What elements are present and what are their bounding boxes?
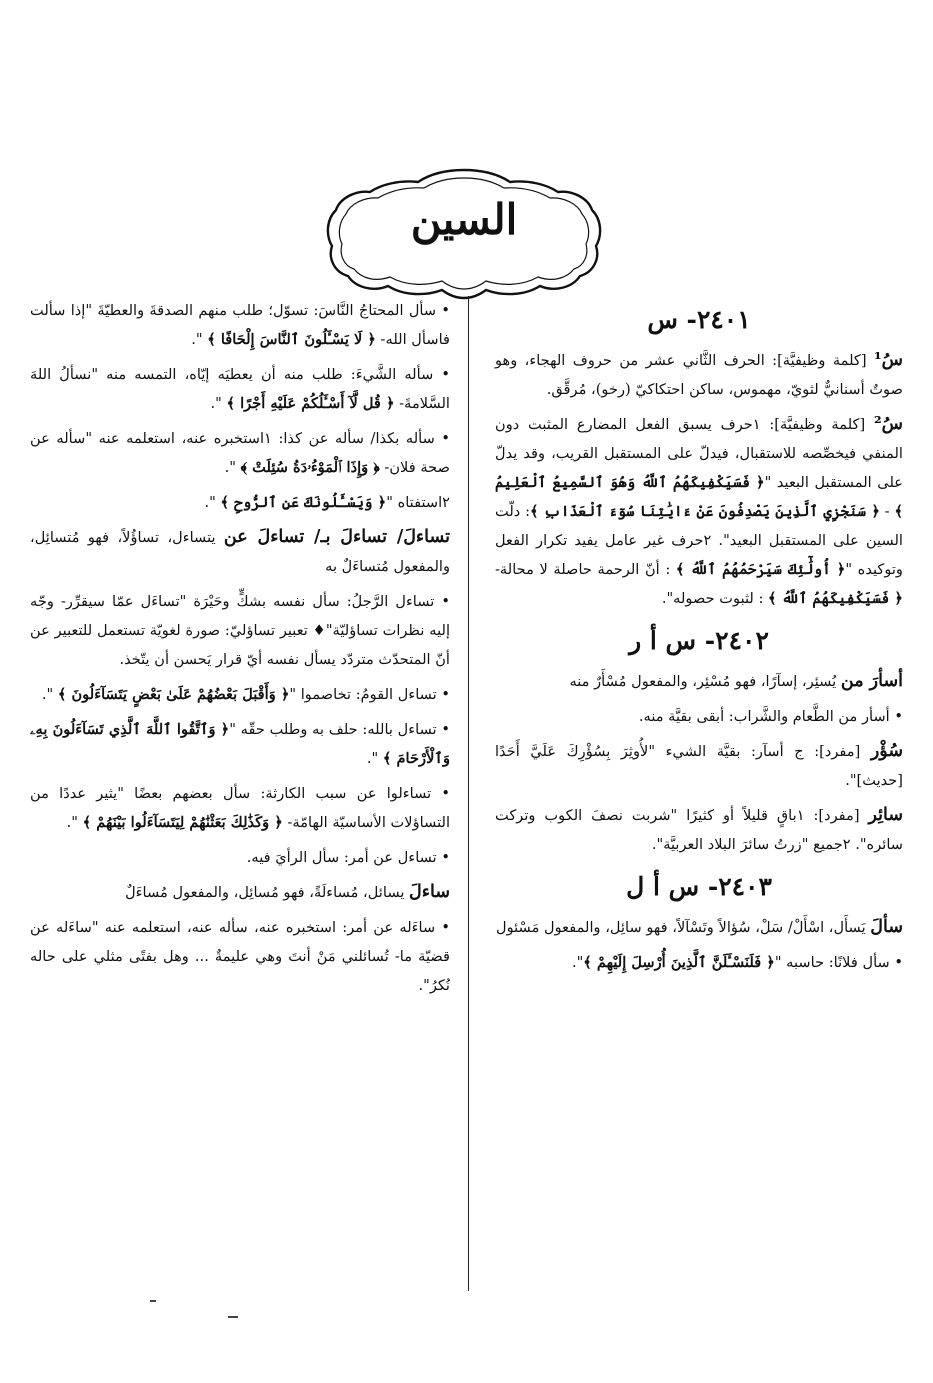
quran-quote: ﴿ وَإِذَا ٱلْمَوْءُۥدَةُ سُئِلَتْ ﴾: [240, 459, 380, 476]
definition-text: ".: [210, 395, 227, 412]
right-column: [495, 296, 903, 983]
quran-quote: ﴿ لَا يَسْـَٔلُونَ ٱلنَّاسَ إِلْحَافًا ﴾: [207, 331, 376, 348]
definition-text: ".: [571, 954, 584, 971]
quran-quote: ﴿ سَنَجْزِي ٱلَّذِينَ يَصْدِفُونَ عَنْ ءَايَٰتِنَا سُوٓءَ ٱلْعَذَابِ ﴾: [530, 503, 880, 520]
definition-paragraph: [30, 779, 450, 837]
quran-quote: ﴿ أُولَٰٓئِكَ سَيَرْحَمُهُمُ ٱللَّهُ ﴾: [675, 561, 846, 578]
definition-text: ".: [224, 459, 241, 476]
definition-text: • تساءل القومُ: تخاصموا ": [289, 686, 450, 703]
headword: سألَ: [870, 917, 903, 937]
column-divider: [468, 296, 469, 1291]
quran-quote: ﴿ وَأَقْبَلَ بَعْضُهُمْ عَلَىٰ بَعْضٍ يَتَسَآءَلُونَ ﴾: [57, 686, 290, 703]
definition-paragraph: [30, 523, 450, 581]
definition-paragraph: • ساءَله عن أمر: استخبره عنه، سأله عنه، استعلمه عنه "ساءَله عن قضيّة ما- تُسائلني مَنْ أنتَ وهي عليمةٌ ... وهل بفتًى مثلي على حاله نُكرُ".: [30, 919, 450, 994]
quran-quote: ﴿ وَيَسْـَٔلُونَكَ عَنِ ٱلرُّوحِ ﴾: [220, 494, 387, 511]
scan-speck: [150, 1300, 156, 1302]
definition-text: [كلمة وظيفيَّة]: الحرف الثَّاني عشر من حروف الهجاء، وهو صوتٌ أسنانيٌّ لثويّ، مهموس، ساكن احتكاكيّ (رخو)، مُرقَّق.: [495, 352, 903, 398]
quran-quote: ﴿ فَسَيَكْفِيكَهُمُ ٱللَّهُ وَهُوَ ٱلسَّمِيعُ ٱلْعَلِيمُ ﴾: [495, 474, 903, 520]
definition-text: • سأل المحتاجُ النَّاسَ: تسوّل؛ طلب منهم الصدقةَ والعطيّةَ "إذا سألت فاسأل الله-: [30, 302, 450, 348]
definition-text: يتساءل، تساؤُلاً، فهو مُتسائِل، والمفعول مُتساءَلٌ به: [30, 529, 450, 575]
definition-paragraph: [495, 948, 903, 977]
definition-paragraph: • أسأر من الطَّعام والشَّراب: أبقى بقيَّة منه.: [638, 708, 903, 725]
definition-paragraph: [495, 410, 903, 613]
definition-paragraph: • تساءل الرَّجلُ: سأل نفسه بشكٍّ وحَيْرَة "تساءَل عمّا سيقرِّر- وجّه إليه نظرات تساؤليّة"♦ تعبير تساؤليّ: صورة لغويّة تستعمل للتعبير عن أنّ المتحدّث متردّد يسأل نفسه أيّ قرار يَحسن أن يتّخذ.: [30, 593, 450, 668]
definition-paragraph: [30, 296, 450, 354]
quran-quote: ﴿ فَلَنَسْـَٔلَنَّ ٱلَّذِينَ أُرْسِلَ إِلَيْهِمْ ﴾: [583, 954, 775, 971]
definition-text: ".: [41, 686, 58, 703]
headword: تساءلَ/ تساءلَ بـ/ تساءلَ عن: [223, 527, 450, 547]
entry-heading-2402: ٢٤٠٢- س أ ر: [629, 626, 769, 655]
definition-paragraph: [30, 488, 450, 517]
definition-paragraph: [30, 680, 450, 709]
definition-text: • تساءلوا عن سبب الكارثة: سأل بعضهم بعضًا "يثير عددًا من التساؤلات الأساسيّة الهامّة-: [30, 785, 450, 831]
definition-text: : دلّت السين على المستقبل البعيد". ٢حرف غير عامل يفيد تكرار الفعل وتوكيده ": [495, 503, 903, 578]
definition-text: • سأل فلانًا: حاسبه ": [774, 954, 903, 971]
quran-quote: ﴿ فَسَيَكْفِيكَهُمُ ٱللَّهُ ﴾: [768, 590, 903, 607]
left-column: [30, 296, 450, 1006]
definition-text: [مفرد]: ج أسآر: بقيَّة الشيء "لأُوثِرَ بِسُؤْرِكَ عَلَيَّ أَحَدًا [حديث]".: [495, 743, 903, 789]
definition-text: ٢استفتاه ": [386, 494, 450, 511]
definition-paragraph: [30, 878, 450, 907]
definition-paragraph: [495, 913, 903, 942]
entry-heading-2401: ٢٤٠١- س: [647, 305, 751, 334]
definition-paragraph: [495, 667, 903, 696]
definition-paragraph: [30, 424, 450, 482]
scan-speck: [228, 1316, 238, 1318]
definition-text: ".: [191, 331, 208, 348]
entry-heading-2403: ٢٤٠٣- س أ ل: [626, 872, 772, 901]
headword: سُؤْر: [870, 741, 903, 761]
definition-text: يسائل، مُساءلَةً، فهو مُسائِل، والمفعول مُساءَلٌ: [125, 884, 410, 901]
definition-paragraph: [495, 346, 903, 404]
definition-text: : أنّ الرحمة حاصلة لا محالة-: [495, 561, 676, 578]
header-title: السين: [410, 195, 518, 244]
headword: أسأرَ من: [840, 671, 903, 691]
definition-text: ".: [204, 494, 221, 511]
headword: ساءلَ: [409, 882, 450, 902]
headword: سُ²: [873, 414, 903, 434]
headword: سائِر: [868, 805, 903, 825]
definition-text: ".: [66, 814, 83, 831]
definition-text: يُسئِر، إسآرًا، فهو مُسْئِر، والمفعول مُسْأَرٌ منه: [569, 673, 841, 690]
quran-quote: ﴿ قُل لَّآ أَسْـَٔلُكُمْ عَلَيْهِ أَجْرًا ﴾: [226, 395, 395, 412]
definition-paragraph: [495, 801, 903, 859]
definition-text: : لثبوت حصوله".: [661, 590, 769, 607]
separator-text: -: [879, 503, 895, 520]
definition-paragraph: [30, 715, 450, 773]
definition-text: يَسأَل، اسْأَلْ/ سَلْ، سُؤالاً وتَسْآلاً، فهو سائِل، والمفعول مَسْئول: [496, 919, 871, 936]
definition-text: • سأله بكذا/ سأله عن كذا: ١استخبره عنه، استعلمه عنه "سأله عن صحة فلان-: [30, 430, 451, 476]
definition-text: [كلمة وظيفيَّة]: ١حرف يسبق الفعل المضارع المثبت دون المنفي فيخصِّصه للاستقبال، فيدلّ على المستقبل القريب، وقد يدلّ على المستقبل البعيد ": [495, 416, 903, 491]
definition-paragraph: [495, 737, 903, 795]
headword: سُ¹: [873, 350, 903, 370]
definition-text: ".: [366, 750, 383, 767]
definition-paragraph: • تساءل عن أمر: سأل الرأيَ فيه.: [246, 849, 450, 866]
definition-text: • سأله الشَّيءَ: طلب منه أن يعطيَه إيّاه، التمسه منه "نسألُ اللهَ السَّلامةَ-: [30, 366, 450, 412]
quran-quote: ﴿ وَٱتَّقُوا ٱللَّهَ ٱلَّذِي تَسَآءَلُونَ بِهِۦ وَٱلْأَرْحَامَ ﴾: [30, 721, 450, 767]
quran-quote: ﴿ وَكَذَٰلِكَ بَعَثْنَٰهُمْ لِيَتَسَآءَلُوا بَيْنَهُمْ ﴾: [82, 814, 283, 831]
definition-paragraph: [30, 360, 450, 418]
definition-text: [مفرد]: ١باقٍ قليلاً أو كثيرًا "شربت نصفَ الكوب وتركت سائره". ٢جميع "زرتُ سائرَ البلاد العربيَّة".: [495, 807, 903, 853]
definition-text: • تساءل بالله: حلف به وطلب حقّه ": [229, 721, 450, 738]
